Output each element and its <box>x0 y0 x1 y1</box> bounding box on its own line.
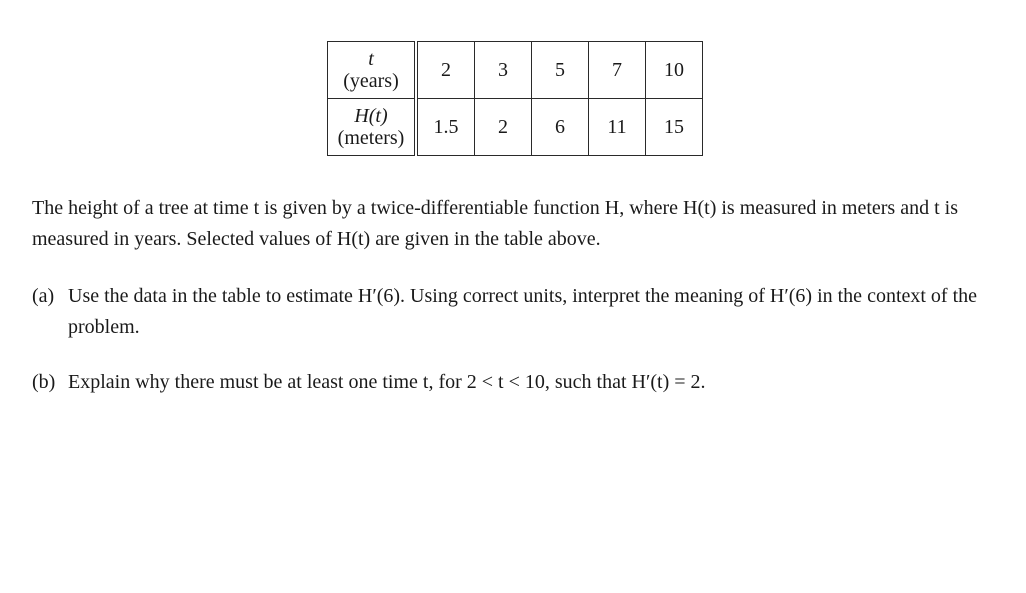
part-a <box>32 281 1002 343</box>
time-symbol: t <box>368 48 374 70</box>
height-value-cell: 2 <box>475 99 532 156</box>
height-value-cell: 6 <box>532 99 589 156</box>
time-value-cell: 2 <box>416 42 475 99</box>
table-row <box>328 99 703 156</box>
problem-intro: The height of a tree at time t is given by a twice-differentiable function H, where H(t) is measured in meters and t is measured in years. Selected values of H(t) are given in the table above. <box>32 197 958 250</box>
height-symbol: H(t) <box>354 105 388 127</box>
time-value-cell: 7 <box>589 42 646 99</box>
height-value-cell: 15 <box>646 99 703 156</box>
time-value-cell: 3 <box>475 42 532 99</box>
part-b-text: Explain why there must be at least one time t, for 2 < t < 10, such that H′(t) = 2. <box>68 371 706 393</box>
time-header-cell <box>328 42 417 99</box>
part-a-label: (a) <box>32 285 55 307</box>
table-row <box>328 42 703 99</box>
time-value-cell: 5 <box>532 42 589 99</box>
height-unit: (meters) <box>337 127 405 149</box>
height-value-cell: 1.5 <box>416 99 475 156</box>
part-b-label: (b) <box>32 371 56 393</box>
height-header-cell <box>328 99 417 156</box>
part-a-text: Use the data in the table to estimate H′(6). Using correct units, interpret the meaning of H′(6) in the context of the problem. <box>68 285 978 338</box>
part-b <box>32 367 1002 398</box>
height-value-cell: 11 <box>589 99 646 156</box>
time-value-cell: 10 <box>646 42 703 99</box>
height-data-table <box>327 41 703 156</box>
time-unit: (years) <box>343 70 399 92</box>
